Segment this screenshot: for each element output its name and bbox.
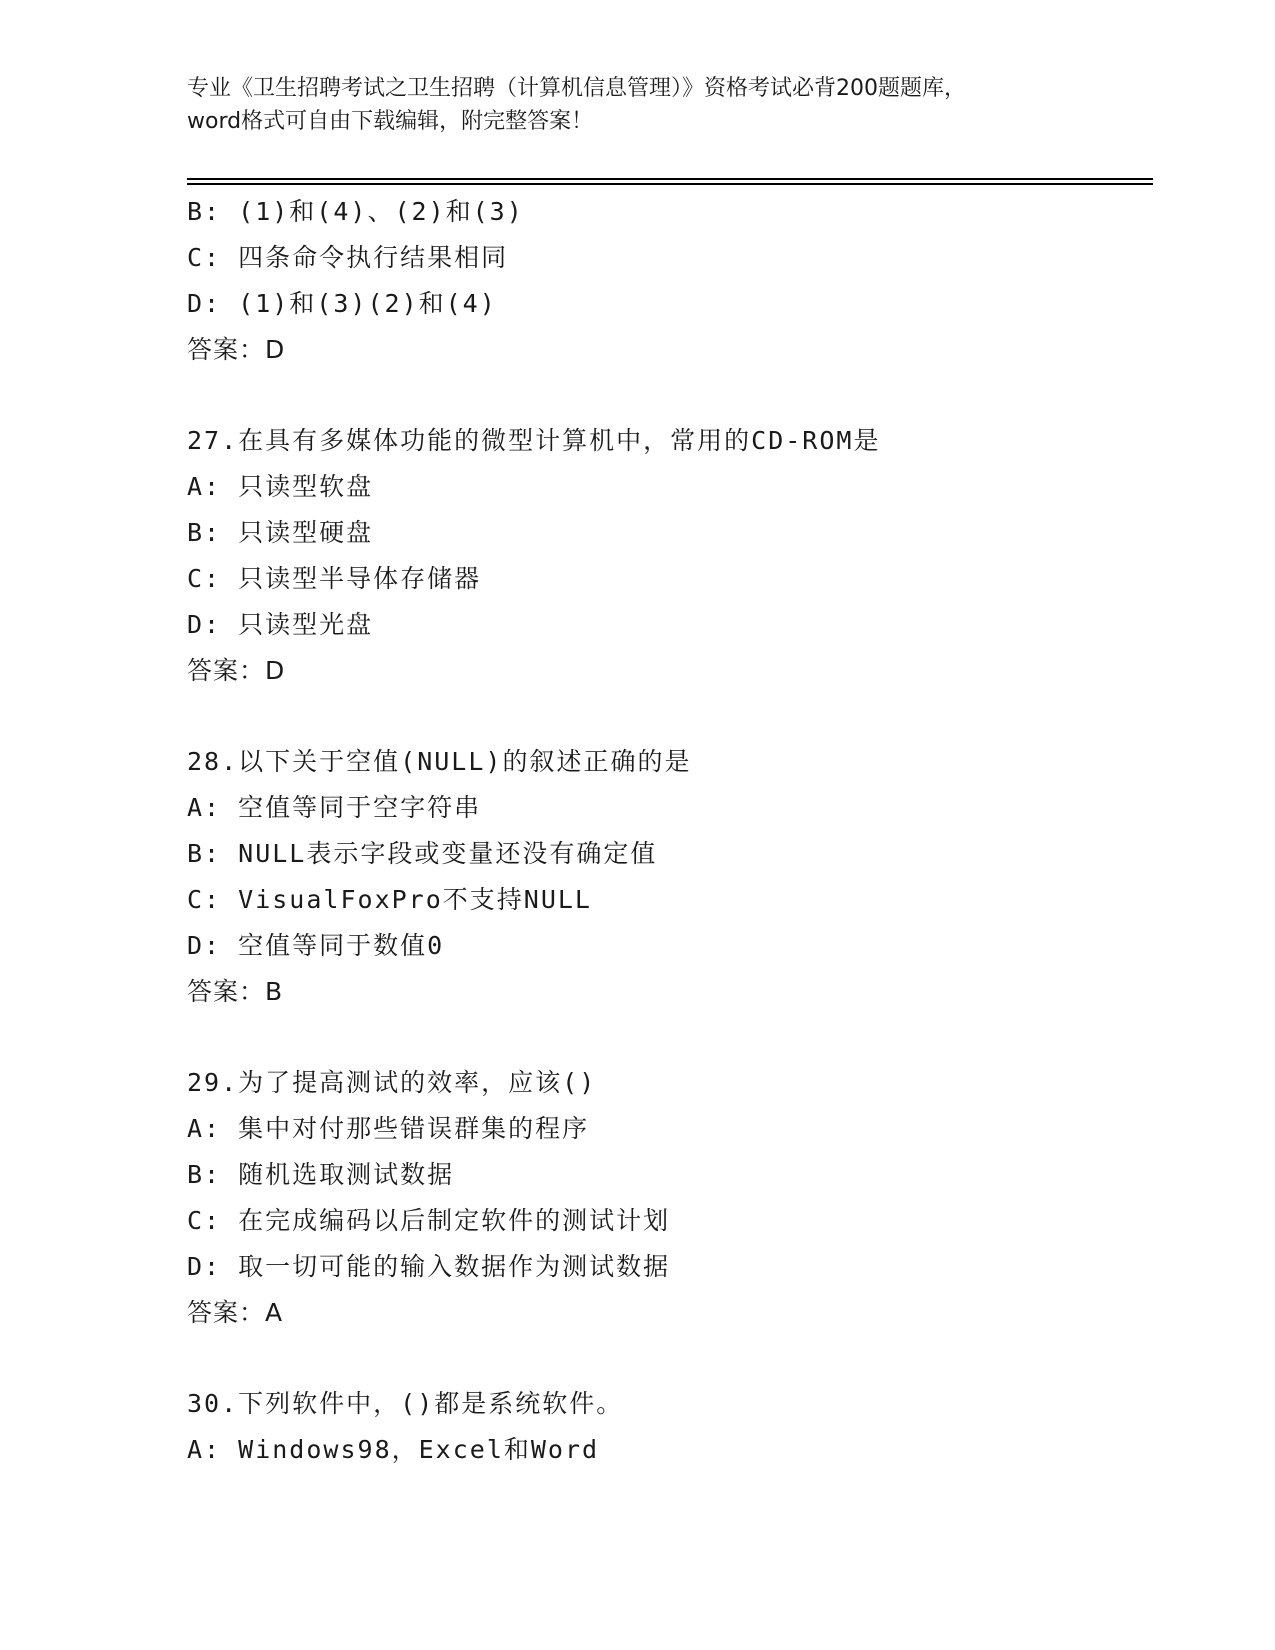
option-a: A: Windows98，Excel和Word — [187, 1435, 600, 1464]
option-d: D: 空值等同于数值0 — [187, 931, 445, 960]
answer: 答案：D — [187, 656, 286, 685]
question-30 — [187, 1381, 1147, 1473]
header-line-1: 专业《卫生招聘考试之卫生招聘（计算机信息管理）》资格考试必背200题题库， — [187, 76, 966, 101]
option-c: C: 四条命令执行结果相同 — [187, 243, 509, 272]
question-27 — [187, 418, 1147, 694]
option-d: D: 取一切可能的输入数据作为测试数据 — [187, 1252, 671, 1281]
option-c: C: 只读型半导体存储器 — [187, 564, 482, 593]
question-29 — [187, 1060, 1147, 1336]
option-b: B: NULL表示字段或变量还没有确定值 — [187, 839, 658, 868]
answer: 答案：D — [187, 335, 286, 364]
question-text: 27.在具有多媒体功能的微型计算机中，常用的CD-ROM是 — [187, 426, 881, 455]
answer: 答案：B — [187, 977, 284, 1006]
header-line-2: word格式可自由下载编辑，附完整答案！ — [187, 109, 594, 134]
option-a: A: 集中对付那些错误群集的程序 — [187, 1114, 590, 1143]
option-d: D: (1)和(3)(2)和(4) — [187, 289, 497, 318]
option-c: C: 在完成编码以后制定软件的测试计划 — [187, 1206, 671, 1235]
question-list — [187, 189, 1147, 1473]
option-b: B: 随机选取测试数据 — [187, 1160, 455, 1189]
question-text: 29.为了提高测试的效率，应该() — [187, 1068, 597, 1097]
question-28 — [187, 739, 1147, 1015]
header-divider-top — [187, 178, 1153, 180]
question-text: 30.下列软件中，()都是系统软件。 — [187, 1389, 624, 1418]
question-26 — [187, 189, 1147, 373]
option-b: B: 只读型硬盘 — [187, 518, 374, 547]
option-d: D: 只读型光盘 — [187, 610, 374, 639]
question-text: 28.以下关于空值(NULL)的叙述正确的是 — [187, 747, 692, 776]
answer: 答案：A — [187, 1298, 284, 1327]
header-divider-bottom — [187, 183, 1153, 185]
option-a: A: 只读型软盘 — [187, 472, 374, 501]
option-c: C: VisualFoxPro不支持NULL — [187, 885, 592, 914]
option-b: B: (1)和(4)、(2)和(3) — [187, 197, 524, 226]
option-a: A: 空值等同于空字符串 — [187, 793, 482, 822]
document-header — [187, 72, 1087, 138]
